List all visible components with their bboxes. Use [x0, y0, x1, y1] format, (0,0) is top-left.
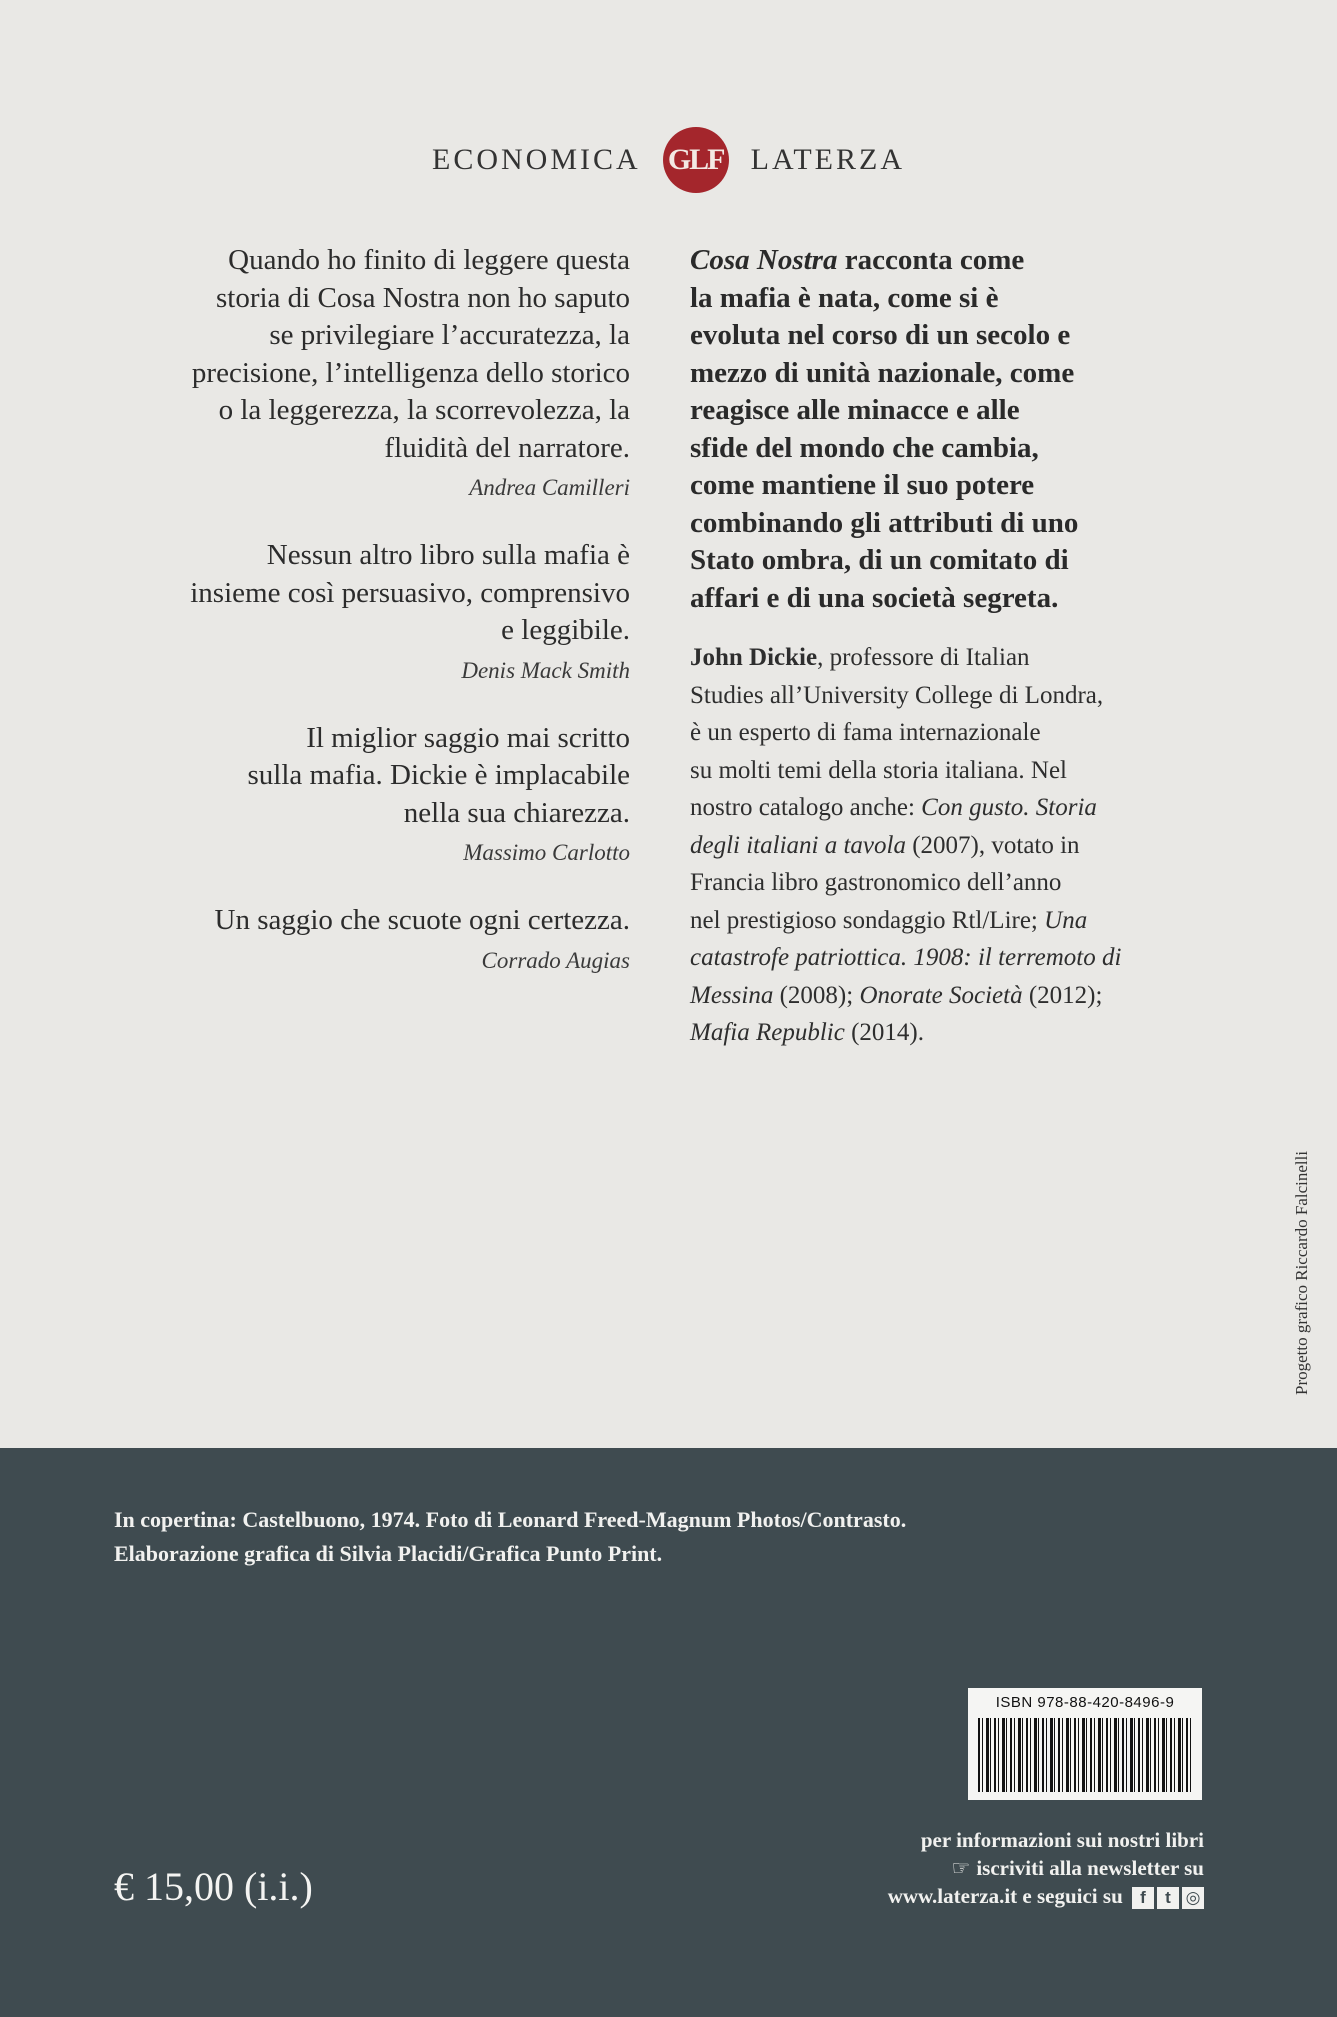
book-title: Cosa Nostra: [690, 244, 838, 276]
price: € 15,00 (i.i.): [114, 1864, 313, 1909]
publisher-name: LATERZA: [750, 143, 905, 176]
quote-block: [110, 242, 630, 501]
review-quotes: [110, 242, 630, 1010]
pointing-hand-icon: ☞: [951, 1856, 971, 1880]
logo-text: GLF: [667, 143, 724, 176]
quote-text: Un saggio che scuote ogni certezza.: [214, 904, 630, 936]
isbn-number: ISBN 978-88-420-8496-9: [995, 1694, 1175, 1711]
design-credit: Progetto grafico Riccardo Falcinelli: [1292, 1150, 1311, 1395]
twitter-icon[interactable]: t: [1157, 1887, 1179, 1909]
cover-credit: In copertina: Castelbuono, 1974. Foto di Leonard Freed-Magnum Photos/Contrasto. Elaborazione grafica di Silvia Placidi/Grafica Punto Print.: [114, 1507, 907, 1566]
quote-text: Quando ho finito di leggere questa storia di Cosa Nostra non ho saputo se privilegiare l’accuratezza, la precisione, l’intelligenza dello storico o la leggerezza, la scorrevolezza, la fluidità del narratore.: [191, 244, 630, 464]
quote-block: [110, 720, 630, 867]
quote-author: Denis Mack Smith: [461, 657, 630, 683]
book-blurb: Cosa Nostra racconta come la mafia è nata, come si è evoluta nel corso di un secolo e mezzo di unità nazionale, come reagisce alle minacce e alle sfide del mondo che cambia, come mantiene il suo potere combinando gli attributi di uno Stato ombra, di un comitato di affari e di una società segreta.: [690, 244, 1079, 614]
publisher-info: per informazioni sui nostri libri ☞ iscriviti alla newsletter su www.laterza.it e seguici su f t ◎: [887, 1828, 1204, 1908]
series-name: ECONOMICA: [432, 143, 641, 176]
isbn-barcode: [968, 1688, 1202, 1800]
author-name: John Dickie: [690, 644, 818, 671]
publisher-logo-icon: [663, 127, 729, 193]
instagram-icon[interactable]: ◎: [1182, 1887, 1204, 1909]
quote-author: Andrea Camilleri: [469, 475, 630, 500]
quote-block: [110, 902, 630, 974]
description-column: [690, 242, 1230, 1052]
facebook-icon[interactable]: f: [1132, 1887, 1154, 1909]
barcode-icon: [978, 1718, 1192, 1792]
author-bio: John Dickie, professore di Italian Studies all’University College di Londra, è un esperto di fama internazionale su molti temi della storia italiana. Nel nostro catalogo anche: Con gusto. Storia degli italiani a tavola (2007), votato in Francia libro gastronomico dell’anno nel prestigioso sondaggio Rtl/Lire; Una catastrofe patriottica. 1908: il terremoto di Messina (2008); Onorate Società (2012); Mafia Republic (2014).: [690, 644, 1122, 1046]
quote-block: [110, 537, 630, 684]
quote-text: Nessun altro libro sulla mafia è insieme così persuasivo, comprensivo e leggibile.: [190, 539, 630, 646]
quote-author: Massimo Carlotto: [463, 840, 630, 865]
quote-author: Corrado Augias: [481, 947, 630, 973]
website-link[interactable]: www.laterza.it e seguici su: [887, 1884, 1123, 1908]
quote-text: Il miglior saggio mai scritto sulla mafia. Dickie è implacabile nella sua chiarezza.: [247, 721, 630, 829]
social-icons: [1132, 1887, 1204, 1909]
publisher-header: [0, 120, 1337, 200]
